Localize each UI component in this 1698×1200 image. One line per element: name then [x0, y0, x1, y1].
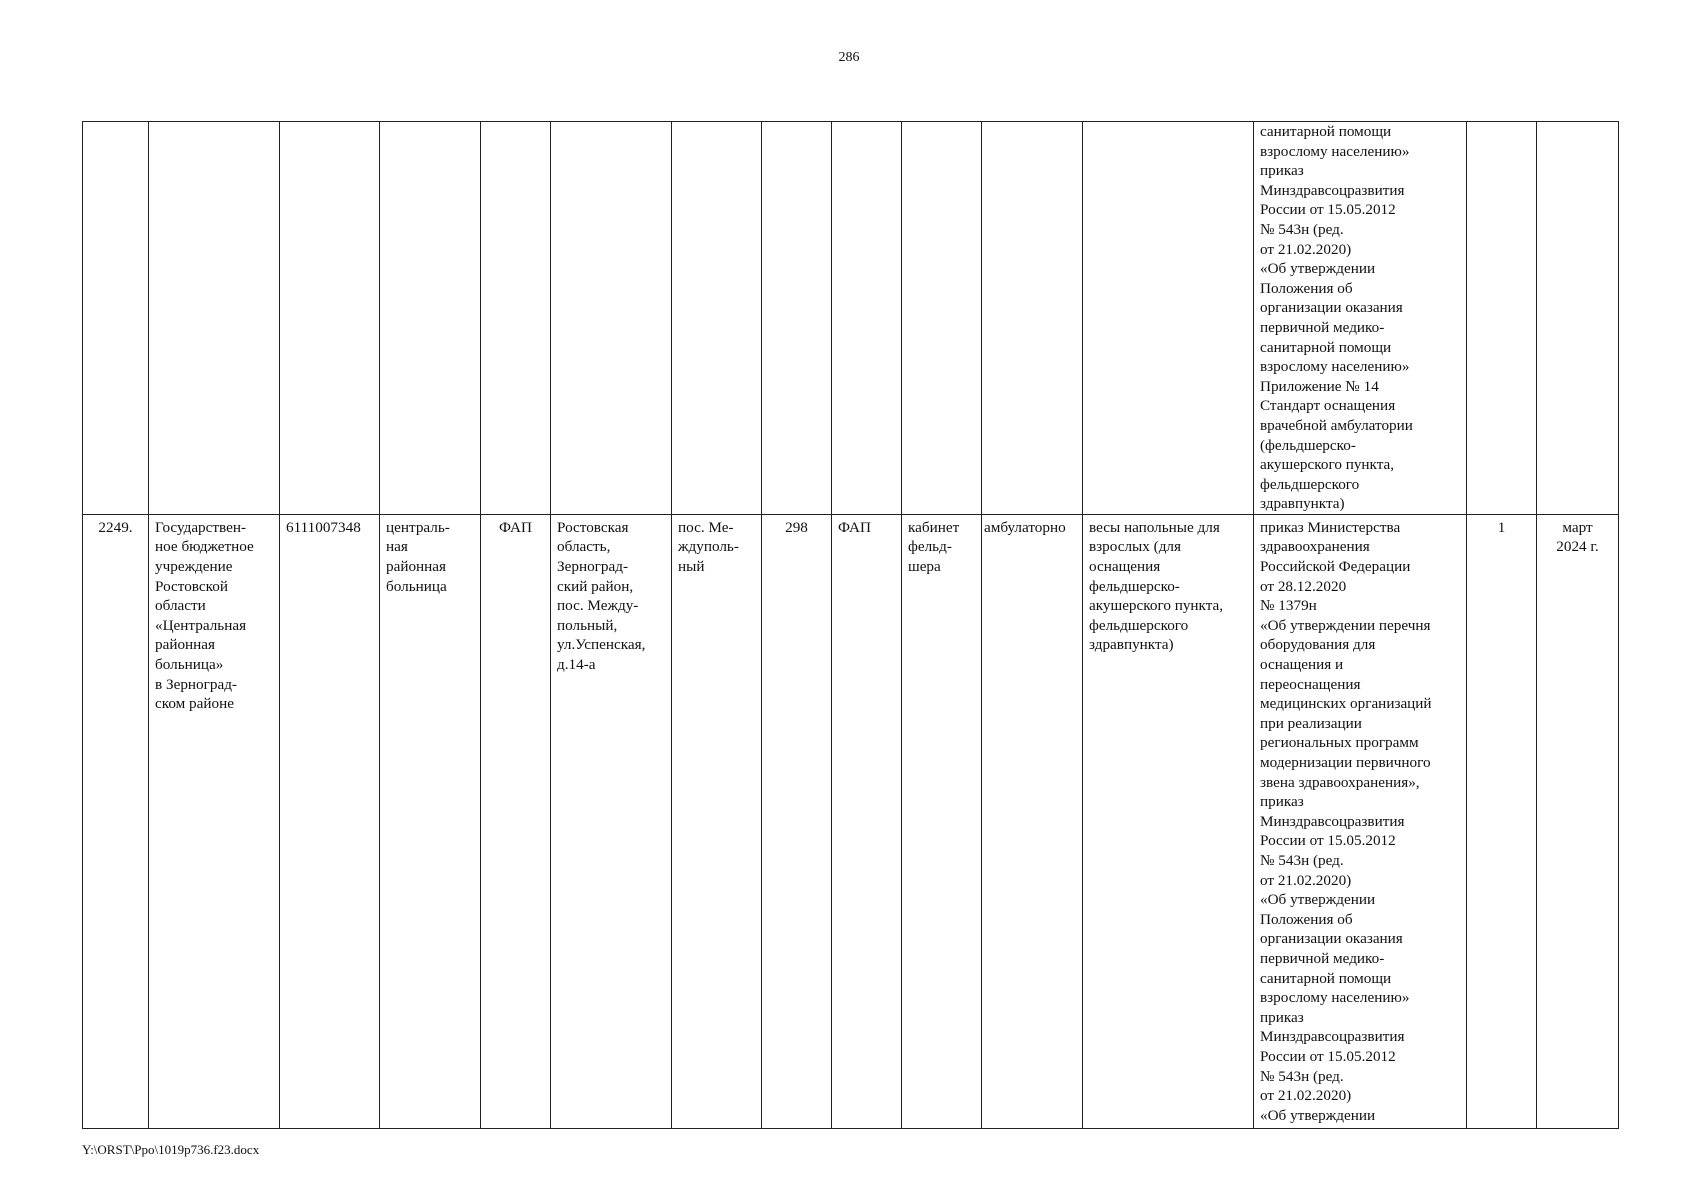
organization-type-cell	[380, 122, 481, 515]
quantity-cell: 1	[1467, 514, 1537, 1128]
unit-type-cell	[481, 122, 551, 515]
unit-type-cell: ФАП	[481, 514, 551, 1128]
regulation-cell: санитарной помощи взрослому населению» приказ Минздравсоцразвития России от 15.05.2012 № 543н (ред. от 21.02.2020) «Об утверждении Положения об организации оказания первичной медико- санитарной помощи взрослому населению» Приложение № 14 Стандарт оснащения врачебной амбулатории (фельдшерско- акушерского пункта, фельдшерского здравпункта)	[1254, 122, 1467, 515]
equipment-cell: весы напольные для взрослых (для оснащения фельдшерско- акушерского пункта, фельдшерского здравпункта)	[1083, 514, 1254, 1128]
facility-type-cell: ФАП	[832, 514, 902, 1128]
room-cell	[902, 122, 982, 515]
table-row	[83, 122, 1619, 515]
care-form-cell: амбулаторно	[982, 514, 1083, 1128]
organization-name-cell: Государствен- ное бюджетное учреждение Ростовской области «Центральная районная больница» в Зерноград- ском районе	[149, 514, 280, 1128]
regulation-cell: приказ Министерства здравоохранения Российской Федерации от 28.12.2020 № 1379н «Об утверждении перечня оборудования для оснащения и переоснащения медицинских организаций при реализации региональных программ модернизации первичного звена здравоохранения», приказ Минздравсоцразвития России от 15.05.2012 № 543н (ред. от 21.02.2020) «Об утверждении Положения об организации оказания первичной медико- санитарной помощи взрослому населению» приказ Минздравсоцразвития России от 15.05.2012 № 543н (ред. от 21.02.2020) «Об утверждении	[1254, 514, 1467, 1128]
organization-type-cell: централь- ная районная больница	[380, 514, 481, 1128]
deadline-cell: март 2024 г.	[1537, 514, 1619, 1128]
settlement-cell: пос. Ме- ждуполь- ный	[672, 514, 762, 1128]
table-row	[83, 514, 1619, 1128]
row-number-cell: 2249.	[83, 514, 149, 1128]
row-number-cell	[83, 122, 149, 515]
address-cell	[551, 122, 672, 515]
settlement-cell	[672, 122, 762, 515]
footer-file-path: Y:\ORST\Ppo\1019p736.f23.docx	[82, 1142, 260, 1157]
quantity-cell	[1467, 122, 1537, 515]
care-form-cell	[982, 122, 1083, 515]
deadline-cell	[1537, 122, 1619, 515]
equipment-cell	[1083, 122, 1254, 515]
facility-type-cell	[832, 122, 902, 515]
organization-name-cell	[149, 122, 280, 515]
inn-cell	[280, 122, 380, 515]
population-cell: 298	[762, 514, 832, 1128]
equipment-table	[82, 121, 1619, 1129]
address-cell: Ростовская область, Зерноград- ский район, пос. Между- польный, ул.Успенская, д.14-а	[551, 514, 672, 1128]
room-cell: кабинет фельд- шера	[902, 514, 982, 1128]
inn-cell: 6111007348	[280, 514, 380, 1128]
population-cell	[762, 122, 832, 515]
page-number: 286	[838, 50, 860, 65]
